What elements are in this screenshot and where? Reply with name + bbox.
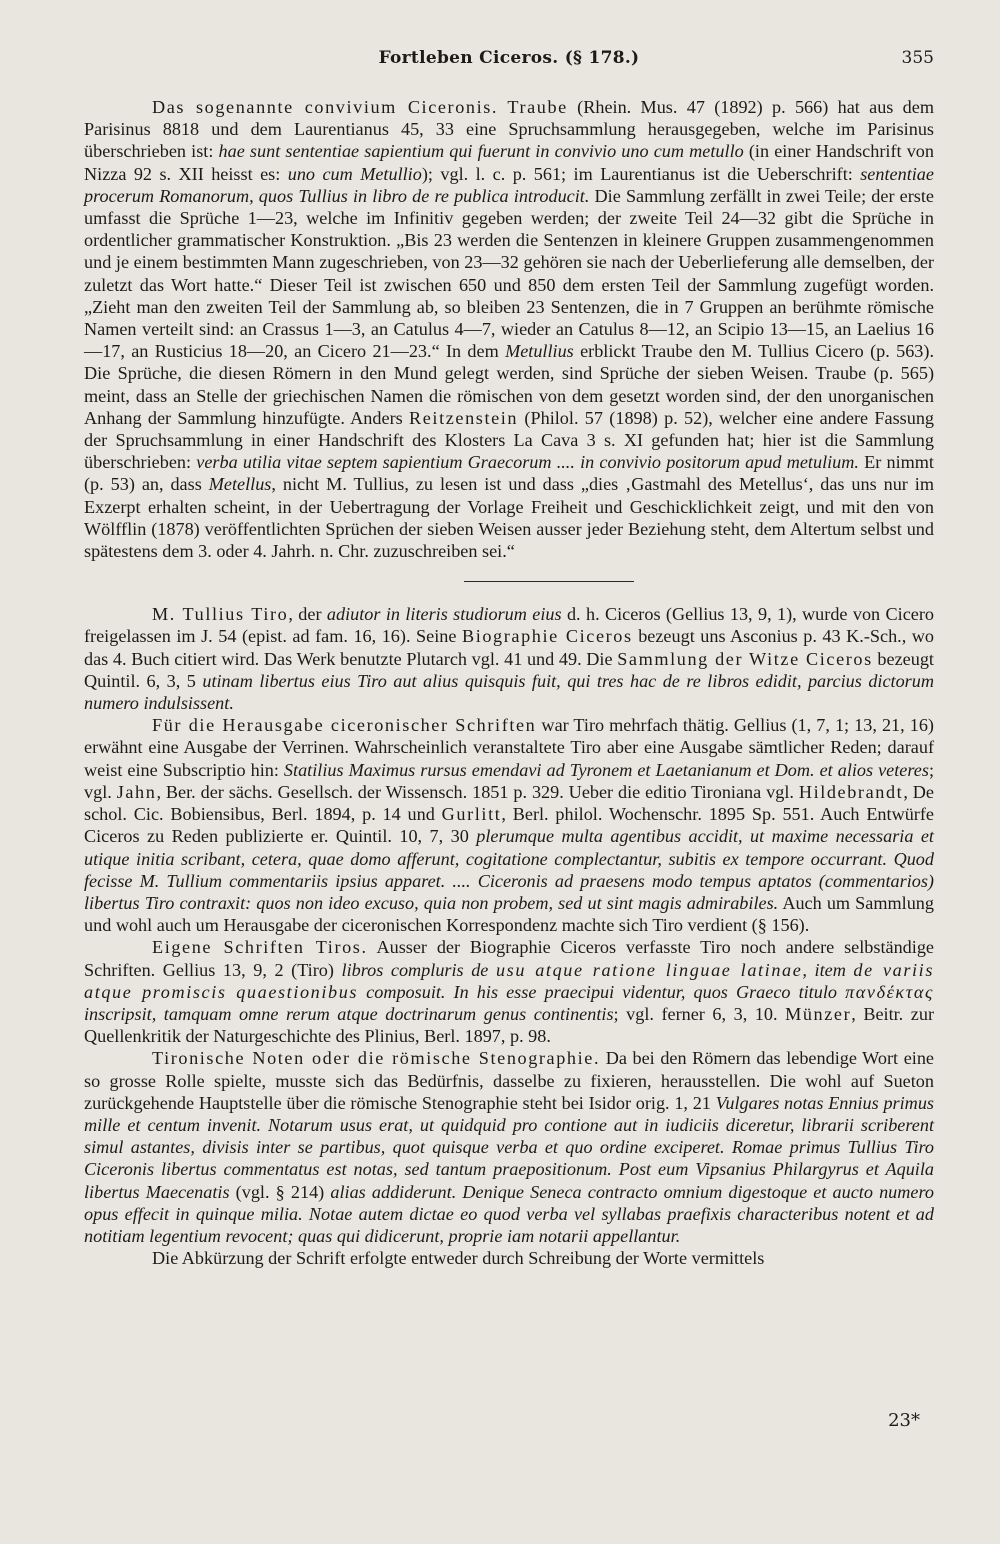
spaced-heading: M. Tullius Tiro bbox=[152, 604, 289, 625]
paragraph-herausgabe bbox=[84, 714, 934, 936]
text-run: Ausser der Biographie Ciceros verfasste Tiro noch andere selbständige Schriften. Gellius 13, 9, 2 (Tiro) bbox=[84, 937, 934, 980]
latin-quote: adiutor in literis studiorum eius bbox=[326, 604, 562, 625]
text-run: , nicht M. Tullius, zu lesen ist und dass „dies ‚Gastmahl des Metellus‘, das uns nur im Exzerpt erhalten scheint, in der Uebertragung der Vorlage Freiheit und Geschicklichkeit zeigt, und mit den von Wölfflin (1878) veröffentlichten Sprüchen der sieben Weisen ausser jeder Beziehung steht, dem Altertum selbst und spätestens dem 3. oder 4. Jahrh. n. Chr. zuzuschreiben sei.“ bbox=[84, 474, 934, 562]
page-number: 355 bbox=[901, 48, 934, 68]
text-run: ; vgl. bbox=[84, 759, 934, 802]
text-run: (Philol. 57 (1898) p. 52), welcher eine andere Fassung der Spruchsammlung in einer Handschrift des Klosters La Cava 3 s. XI gefunden hat; hier ist die Sammlung überschrieben: bbox=[84, 407, 935, 473]
latin-title-spaced: usu atque ratione linguae latinae bbox=[495, 959, 803, 980]
spaced-name: Traube bbox=[507, 97, 568, 117]
latin-quote: plerumque multa agentibus accidit, ut maxime necessaria et utique initia scribant, cetera, quae domo afferunt, cogitatione complectantur, subitis ex tempore occurrant. Quod fecisse M. Tullium commentariis ipsius apparet. .... Ciceronis ad praesens modo tempus aptatos (commentarios) libertus Tiro contraxit: quos non ideo excuso, quia non probem, sed ut sint magis admirabiles. bbox=[84, 826, 934, 913]
spaced-name: Gurlitt bbox=[441, 804, 502, 825]
latin-quote: Vulgares notas Ennius primus mille et centum invenit. Notarum usus erat, ut quidquid pro contione aut in iudiciis diceretur, librarii scriberent simul astantes, divisis inter se partibus, quot quisque verba et quo ordine exciperet. Romae primus Tullius Tiro Ciceronis libertus commentatus est notas, sed tantum praepositionum. Post eum Vipsanius Philargyrus et Aquila libertus Maecenatis bbox=[84, 1092, 934, 1202]
text-run: erblickt Traube den M. Tullius Cicero (p. 563). Die Sprüche, die diesen Römern in den Mund gelegt werden, sind Sprüche der sieben Weisen. Traube (p. 565) meint, dass an Stelle der griechischen Namen die römischen von dem gesetzt worden sind, der den unorganischen Anhang der Sammlung hinzufügte. Anders bbox=[84, 341, 934, 428]
spaced-name: Reitzenstein bbox=[409, 407, 519, 428]
latin-quote: inscripsit, tamquam omne rerum atque doctrinarum genus continentis bbox=[84, 1003, 614, 1024]
greek-title: πανδέκτας bbox=[845, 981, 934, 1002]
paragraph-convivium bbox=[84, 96, 934, 562]
spaced-heading: Für die Herausgabe ciceronischer Schriften bbox=[152, 715, 537, 736]
spaced-heading: Eigene Schriften Tiros. bbox=[152, 937, 368, 958]
latin-quote: sententiae procerum Romanorum, quos Tullius in libro de re publica introducit. bbox=[84, 163, 934, 206]
paragraph-abkuerzung bbox=[84, 1247, 934, 1269]
spaced-name: Münzer bbox=[785, 1003, 852, 1024]
text-run: , der bbox=[288, 604, 327, 625]
running-header bbox=[84, 48, 934, 74]
spaced-heading: Sammlung der Witze Ciceros bbox=[617, 648, 873, 669]
text-run: Die Sammlung zerfällt in zwei Teile; der erste umfasst die Sprüche 1—23, welche im Infinitiv gegeben werden; der zweite Teil 24—32 gibt die Sprüche in ordentlicher grammatischer Konstruktion. „Bis 23 werden die Sentenzen in kleinere Gruppen zusammengenommen und je einem bestimmten Mann zugeschrieben, von 23—32 gehören sie nach der Ueberlieferung alle demselben, der zuletzt das Wort hatte.“ Dieser Teil ist zwischen 650 und 850 dem ersten Teil der Sammlung zugefügt worden. „Zieht man den zweiten Teil der Sammlung ab, so bleiben 23 Sentenzen, die in 7 Gruppen an berühmte römische Namen verteilt sind: an Crassus 1—3, an Catulus 4—7, wieder an Catulus 8—12, an Scipio 13—15, an Laelius 16—17, an Rusticius 18—20, an Cicero 21—23.“ In dem bbox=[84, 185, 934, 362]
latin-quote: utinam libertus eius Tiro aut alius quisquis fuit, qui tres hac de re libros edidit, parcius dictorum numero indulsissent. bbox=[84, 670, 934, 714]
text-run: Die Abkürzung der Schrift erfolgte entweder durch Schreibung der Worte vermittels bbox=[152, 1248, 765, 1269]
latin-quote: alias addiderunt. Denique Seneca contracto omnium digestoque et aucto numero opus effecit in quinque milia. Notae autem dictae eo quod verba vel syllabas praefixis characteribus notent et ad notitiam legentium revocent; quas qui didicerunt, proprie iam notarii appellantur. bbox=[84, 1181, 934, 1246]
spaced-name: Hildebrandt bbox=[798, 781, 904, 802]
paragraph-stenographie bbox=[84, 1047, 934, 1247]
text-run: bezeugt uns Asconius p. 43 K.-Sch., wo das 4. Buch citiert wird. Das Werk benutzte Plutarch vgl. 41 und 49. Die bbox=[84, 626, 935, 669]
text-run: (vgl. § 214) bbox=[229, 1181, 331, 1202]
text-run: , Beitr. zur Quellenkritik der Naturgeschichte des Plinius, Berl. 1897, p. 98. bbox=[84, 1003, 935, 1047]
text-run: war Tiro mehrfach thätig. Gellius (1, 7, 1; 13, 21, 16) erwähnt eine Ausgabe der Verrinen. Wahrscheinlich veranstaltete Tiro aber eine Ausgabe sämtlicher Reden; darauf weist eine Subscriptio hin: bbox=[84, 715, 934, 780]
latin-quote: Statilius Maximus rursus emendavi ad Tyronem et Laetanianum et Dom. et alios veteres bbox=[283, 759, 929, 780]
latin-quote: , item bbox=[802, 959, 854, 980]
text-run: (in einer Handschrift von Nizza 92 s. XII heisst es: bbox=[84, 141, 934, 184]
text-run: d. h. Ciceros (Gellius 13, 9, 1), wurde von Cicero freigelassen im J. 54 (epist. ad fam. 16, 16). Seine bbox=[84, 604, 934, 647]
spaced-heading: Tironische Noten oder die römische Stenographie. bbox=[152, 1048, 601, 1069]
latin-quote: hae sunt sententiae sapientium qui fuerunt in convivio uno cum metullo bbox=[218, 141, 744, 162]
text-run: , Ber. der sächs. Gesellsch. der Wissensch. 1851 p. 329. Ueber die editio Tironiana vgl. bbox=[156, 781, 799, 802]
text-run: Auch um Sammlung und wohl auch um Herausgabe der ciceronischen Korrespondenz machte sich Tiro verdient (§ 156). bbox=[84, 892, 934, 936]
divider-rule bbox=[464, 581, 634, 582]
text-run: Da bei den Römern das lebendige Wort eine so grosse Rolle spielte, musste sich das Bedürfnis, dasselbe zu fixieren, herausstellen. Die wohl auf Sueton zurückgehende Hauptstelle über die römische Stenographie steht bei Isidor orig. 1, 21 bbox=[84, 1048, 934, 1113]
main-text bbox=[84, 96, 934, 1269]
text-run: bezeugt Quintil. 6, 3, 5 bbox=[84, 648, 934, 691]
text-run: ); vgl. l. c. p. 561; im Laurentianus ist die Ueberschrift: bbox=[421, 163, 861, 184]
text-run: , Berl. philol. Wochenschr. 1895 Sp. 551. Auch Entwürfe Ciceros zu Reden publizierte er. Quintil. 10, 7, 30 bbox=[84, 804, 934, 847]
latin-title-spaced: de variis atque promiscis quaestionibus bbox=[84, 959, 934, 1002]
latin-quote: verba utilia vitae septem sapientium Graecorum .... in convivio positorum apud metulium. bbox=[196, 452, 859, 473]
latin-quote: libros compluris de bbox=[341, 959, 496, 980]
latin-quote: Metellus bbox=[208, 474, 272, 495]
spaced-name: Jahn bbox=[116, 781, 157, 802]
section-divider bbox=[84, 562, 934, 603]
latin-quote: uno cum Metullio bbox=[287, 163, 422, 184]
paragraph-eigene-schriften bbox=[84, 936, 934, 1047]
latin-quote: Metullius bbox=[505, 341, 574, 362]
spaced-heading: Das sogenannte convivium Ciceronis. bbox=[152, 97, 499, 117]
text-run: Er nimmt (p. 53) an, dass bbox=[84, 452, 934, 495]
text-run: (Rhein. Mus. 47 (1892) p. 566) hat aus dem Parisinus 8818 und dem Laurentianus 45, 33 eine Spruchsammlung herausgegeben, welche im Parisinus überschrieben ist: bbox=[84, 97, 934, 162]
spaced-heading: Biographie Ciceros bbox=[461, 626, 633, 647]
paragraph-tiro bbox=[84, 603, 934, 714]
text-run: ; vgl. ferner 6, 3, 10. bbox=[613, 1003, 786, 1024]
text-run: , De schol. Cic. Bobiensibus, Berl. 1894, p. 14 und bbox=[84, 781, 934, 825]
running-title: Fortleben Ciceros. (§ 178.) bbox=[378, 48, 640, 68]
signature-mark: 23* bbox=[888, 1410, 920, 1431]
latin-quote: composuit. In his esse praecipui videntur, quos Graeco titulo bbox=[358, 981, 846, 1002]
